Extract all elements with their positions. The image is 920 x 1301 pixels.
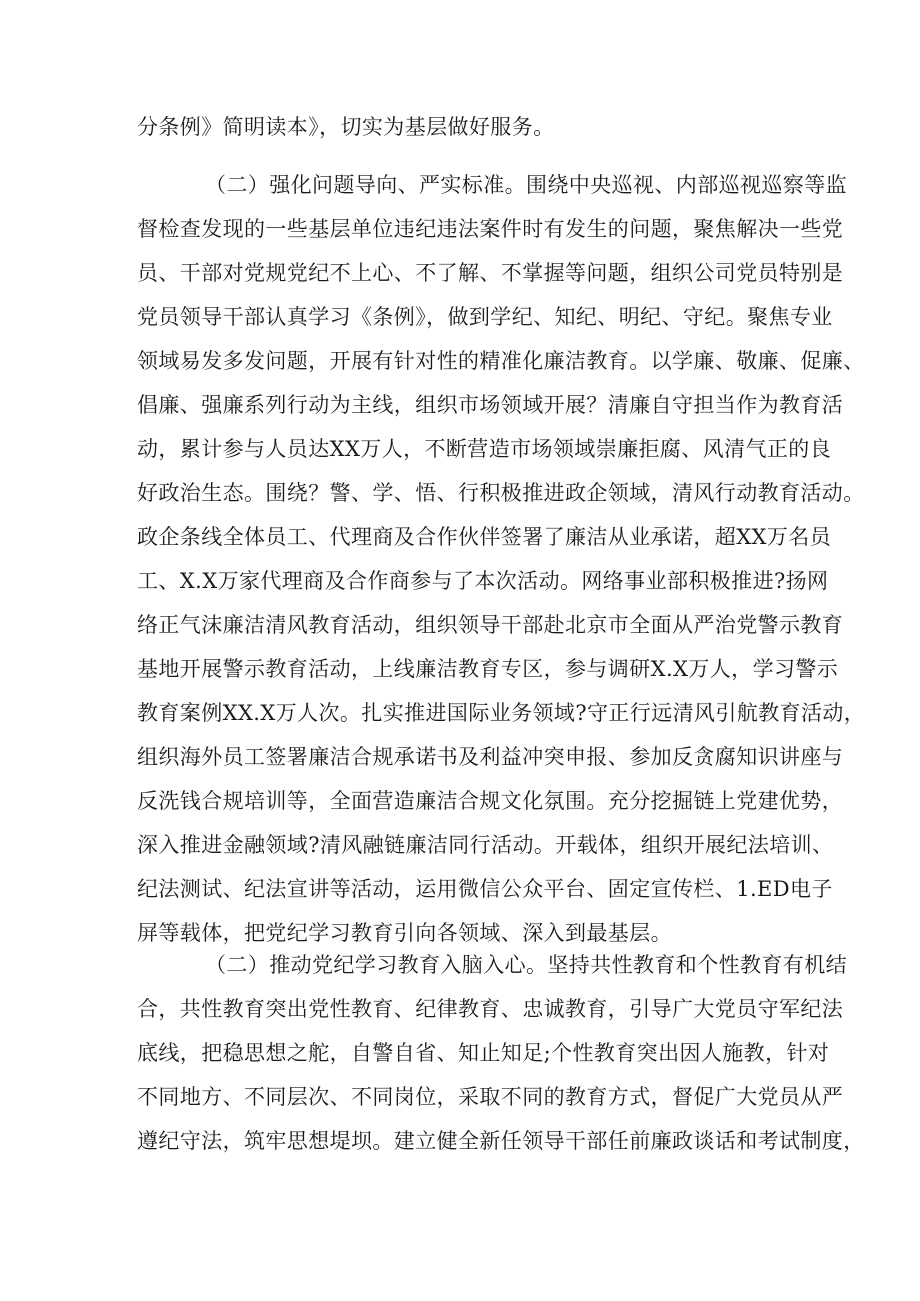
text-line: 合，共性教育突出党性教育、纪律教育、忠诚教育，引导广大党员守军纪法 — [137, 997, 844, 1021]
text-line: 领域易发多发问题，开展有针对性的精准化廉洁教育。以学廉、敬廉、促廉、 — [137, 349, 865, 373]
text-line: 党员领导干部认真学习《条例》，做到学纪、知纪、明纪、守纪。聚焦专业 — [137, 305, 833, 329]
text-line: 督检查发现的一些基层单位违纪违法案件时有发生的问题，聚焦解决一些党 — [137, 217, 844, 241]
text-line: （二）强化问题导向、严实标准。围绕中央巡视、内部巡视巡察等监 — [205, 173, 847, 197]
text-line: 不同地方、不同层次、不同岗位，采取不同的教育方式，督促广大党员从严 — [137, 1085, 844, 1109]
text-line: 好政治生态。围绕？警、学、悟、行积极推进政企领域，清风行动教育活动。 — [137, 481, 865, 505]
text-line: 纪法测试、纪法宣讲等活动，运用微信公众平台、固定宣传栏、1.ED电子 — [137, 877, 833, 901]
text-line: 络正气沫廉洁清风教育活动，组织领导干部赴北京市全面从严治党警示教育 — [137, 613, 844, 637]
text-line: 分条例》简明读本》，切实为基层做好服务。 — [137, 115, 555, 139]
text-line: 政企条线全体员工、代理商及合作伙伴签署了廉洁从业承诺，超XX万名员 — [137, 525, 832, 549]
text-line: （二）推动党纪学习教育入脑入心。坚持共性教育和个性教育有机结 — [205, 953, 847, 977]
text-line: 底线，把稳思想之舵，自警自省、知止知足;个性教育突出因人施教，针对 — [137, 1041, 830, 1065]
text-line: 倡廉、强廉系列行动为主线，组织市场领域开展？清廉自守担当作为教育活 — [137, 393, 844, 417]
text-line: 反洗钱合规培训等，全面营造廉洁合规文化氛围。充分挖掘链上党建优势， — [137, 789, 844, 813]
text-line: 动，累计参与人员达XX万人，不断营造市场领域崇廉拒腐、风清气正的良 — [137, 437, 832, 461]
text-line: 深入推进金融领域?清风融链廉洁同行活动。开载体，组织开展纪法培训、 — [137, 833, 834, 857]
text-line: 基地开展警示教育活动，上线廉洁教育专区，参与调研X.X万人，学习警示 — [137, 657, 839, 681]
text-line: 屏等载体，把党纪学习教育引向各领域、深入到最基层。 — [137, 921, 672, 945]
text-line: 员、干部对党规党纪不上心、不了解、不掌握等问题，组织公司党员特别是 — [137, 261, 844, 285]
text-line: 教育案例XX.X万人次。扎实推进国际业务领域?守正行远清风引航教育活动， — [137, 701, 866, 725]
text-line: 组织海外员工签署廉洁合规承诺书及利益冲突申报、参加反贪腐知识讲座与 — [137, 745, 844, 769]
text-line: 工、X.X万家代理商及合作商参与了本次活动。网络事业部积极推进?扬网 — [137, 569, 829, 593]
text-line: 遵纪守法，筑牢思想堤坝。建立健全新任领导干部任前廉政谈话和考试制度， — [137, 1129, 865, 1153]
